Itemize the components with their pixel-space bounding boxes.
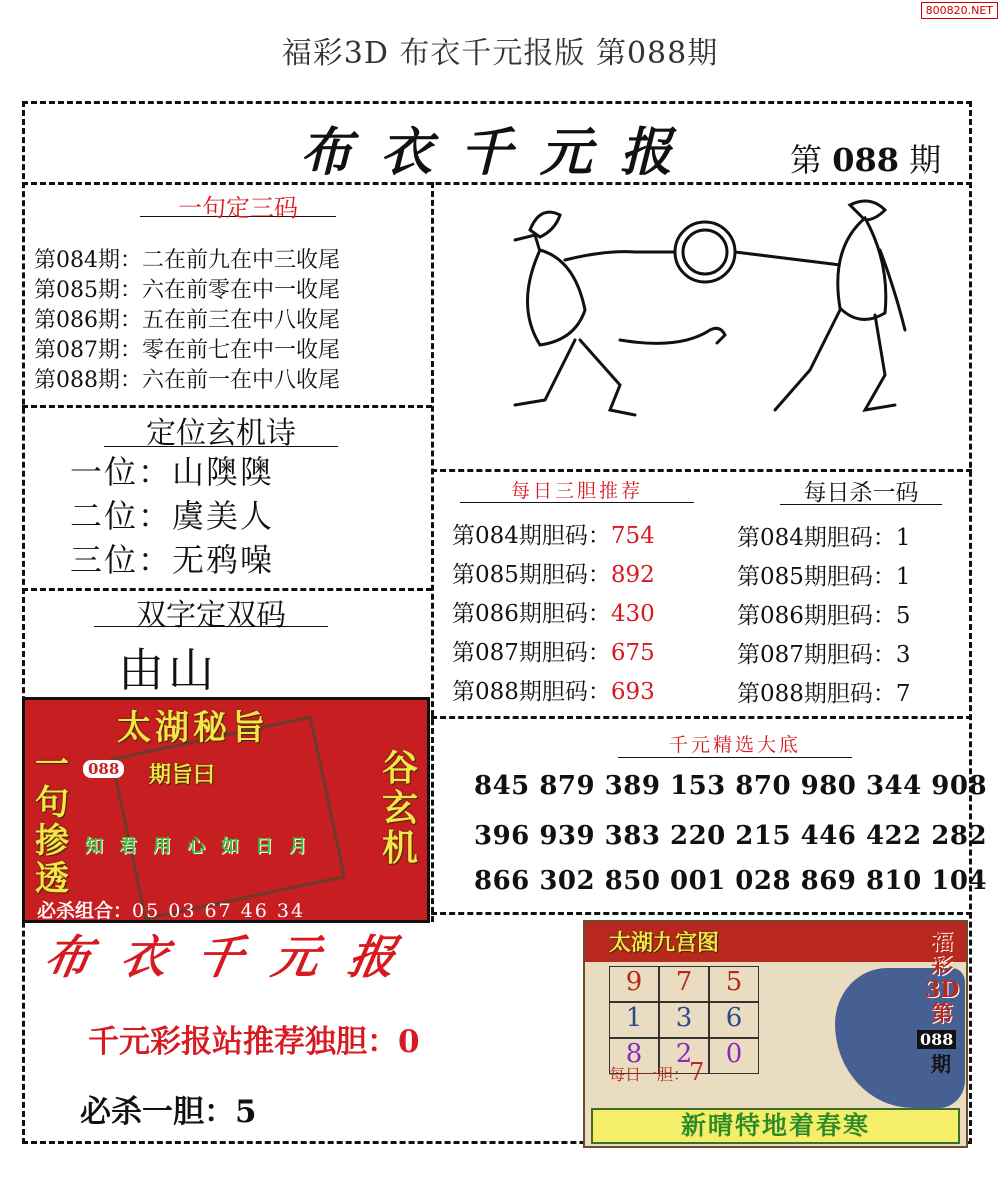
pool-row: 396 939 383 220 215 446 422 282 [474, 821, 988, 851]
list-item [452, 673, 722, 712]
taihu-kill-row [37, 896, 305, 923]
list-item: 第088期：六在前一在中八收尾 [34, 368, 340, 393]
poem-title: 定位玄机诗 [104, 408, 338, 447]
grid-cell: 1 [609, 1002, 659, 1038]
grid-bottom-banner: 新晴特地着春寒 [591, 1108, 960, 1144]
list-item: 第084期：二在前九在中三收尾 [34, 248, 340, 273]
list-item: 第087期胆码：3 [737, 642, 911, 668]
grid-daily-row [609, 1058, 704, 1086]
grid-cell: 7 [659, 966, 709, 1002]
divider-right-3 [431, 912, 972, 915]
page-title: 福彩3D 布衣千元报版 第088期 [281, 36, 719, 71]
taihu-title: 太湖秘旨 [117, 708, 269, 748]
grid-cell: 5 [709, 966, 759, 1002]
taihu-issue-num: 088 [83, 760, 124, 778]
daily-kill-title: 每日杀一码 [780, 474, 942, 505]
dan-label: 第085期胆码： [452, 562, 611, 588]
grid-side-text: 福彩3D第 [925, 929, 960, 1027]
dan-label: 第087期胆码： [452, 640, 611, 666]
recommend-row [88, 1016, 420, 1061]
divider-masthead [22, 182, 972, 185]
one-sentence-list [34, 246, 424, 396]
issue-suffix: 期 [909, 141, 942, 179]
dan-value: 754 [610, 523, 655, 549]
list-item [452, 556, 722, 595]
issue-number: 088 [832, 141, 899, 179]
list-item: 第086期：五在前三在中八收尾 [34, 308, 340, 333]
list-item: 三位：无鸦噪 [70, 541, 275, 579]
divider-right-1 [431, 469, 972, 472]
poem-list [70, 450, 420, 582]
double-char-title: 双字定双码 [94, 590, 328, 627]
daily-kill-list [737, 519, 967, 714]
list-item: 第088期胆码：7 [737, 681, 911, 707]
list-item [452, 517, 722, 556]
divider-column [431, 182, 434, 922]
divider-right-2 [431, 716, 972, 719]
grid-issue-suffix: 期 [931, 1052, 951, 1076]
grid-cell: 9 [609, 966, 659, 1002]
recommend-value: 0 [398, 1024, 420, 1060]
dan-value: 693 [610, 679, 655, 705]
list-item [452, 634, 722, 673]
taihu-line: 知君用心如日月 [85, 836, 323, 857]
taihu-right-vertical: 谷玄机 [381, 747, 418, 869]
daily-three-list [452, 517, 722, 712]
taihu-kill-label: 必杀组合： [37, 900, 133, 922]
recommend-label: 千元彩报站推荐独胆： [88, 1024, 398, 1060]
grid-cell: 2 [659, 1038, 709, 1074]
site-watermark: 800820.NET [921, 2, 998, 19]
list-item: 第086期胆码：5 [737, 603, 911, 629]
grid-cell: 8 [609, 1038, 659, 1074]
must-kill-value: 5 [235, 1094, 257, 1130]
grid-issue: 088 [917, 1030, 956, 1049]
tug-figures-illustration [470, 190, 950, 460]
dan-label: 第084期胆码： [452, 523, 611, 549]
list-item: 一位：山隩隩 [70, 453, 275, 491]
list-item: 二位：虞美人 [70, 497, 275, 535]
taihu-issue-text: 期旨曰 [149, 762, 216, 788]
must-kill-row [80, 1086, 257, 1131]
taihu-kill-numbers: 05 03 67 46 34 [132, 900, 306, 922]
dan-value: 430 [610, 601, 655, 627]
list-item: 第085期胆码：1 [737, 564, 911, 590]
grid-cell: 0 [709, 1038, 759, 1074]
grid-daily-value: 7 [689, 1058, 705, 1086]
daily-three-title: 每日三胆推荐 [460, 476, 694, 503]
masthead-title: 布衣千元报 [300, 122, 701, 183]
grid-daily-label: 每日一胆： [609, 1065, 690, 1084]
nine-grid-promo-image [583, 920, 968, 1148]
grid-cell: 6 [709, 1002, 759, 1038]
dan-label: 第088期胆码： [452, 679, 611, 705]
one-sentence-title: 一句定三码 [140, 188, 336, 217]
taihu-left-vertical: 一句掺透 [35, 745, 69, 899]
grid-title: 太湖九宫图 [609, 930, 720, 956]
pool-row: 866 302 850 001 028 869 810 104 [474, 866, 988, 896]
list-item: 第084期胆码：1 [737, 525, 911, 551]
masthead-issue [790, 135, 941, 181]
list-item [452, 595, 722, 634]
double-char-value: 由山 [118, 643, 218, 697]
issue-prefix: 第 [790, 141, 823, 179]
must-kill-label: 必杀一胆： [80, 1094, 235, 1130]
pool-row: 845 879 389 153 870 980 344 908 [474, 771, 988, 801]
dan-value: 892 [610, 562, 655, 588]
dan-label: 第086期胆码： [452, 601, 611, 627]
list-item: 第085期：六在前零在中一收尾 [34, 278, 340, 303]
grid-cell: 3 [659, 1002, 709, 1038]
dan-value: 675 [610, 640, 655, 666]
taihu-promo-image [22, 697, 430, 923]
list-item: 第087期：零在前七在中一收尾 [34, 338, 340, 363]
pool-title: 千元精选大底 [618, 730, 852, 758]
calligraphy-banner: 布衣千元报 [40, 926, 581, 988]
